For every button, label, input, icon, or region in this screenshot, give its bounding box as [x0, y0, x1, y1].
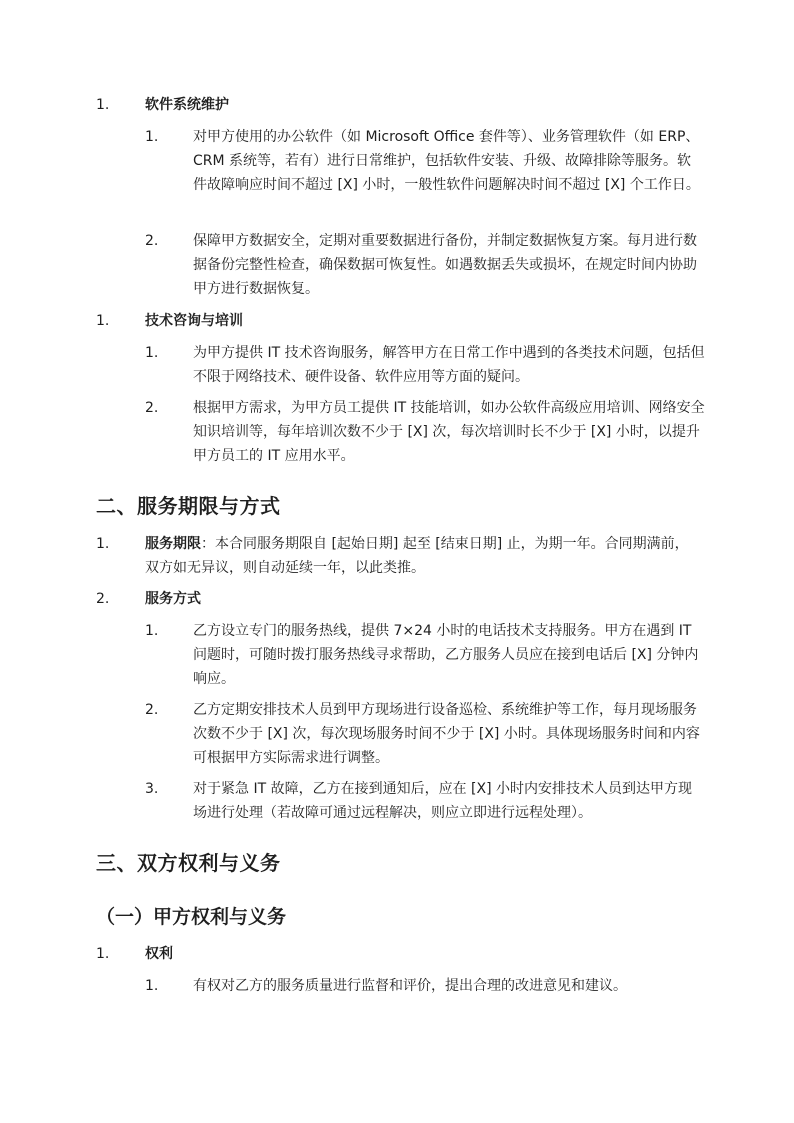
paragraph: 为甲方提供 IT 技术咨询服务，解答甲方在日常工作中遇到的各类技术问题，包括但不限于网络技术、硬件设备、软件应用等方面的疑问。: [193, 345, 705, 385]
paragraph: 乙方设立专门的服务热线，提供 7×24 小时的电话技术支持服务。甲方在遇到 IT 问题时，可随时拨打服务热线寻求帮助，乙方服务人员应在接到电话后 [X] 分钟内响应。: [193, 623, 699, 687]
list-number: 2.: [145, 400, 159, 416]
list-number: 1.: [145, 129, 159, 145]
list-item-service-method: [96, 588, 700, 612]
list-item: [145, 975, 705, 999]
list-number: 2.: [96, 591, 110, 607]
list-item: [145, 778, 705, 826]
list-number: 1.: [96, 536, 110, 552]
paragraph: 根据甲方需求，为甲方员工提供 IT 技能培训，如办公软件高级应用培训、网络安全知识培训等，每年培训次数不少于 [X] 次，每次培训时长不少于 [X] 小时，以提升甲方员工的 IT 应用水平。: [193, 400, 705, 464]
paragraph: 乙方定期安排技术人员到甲方现场进行设备巡检、系统维护等工作，每月现场服务次数不少于 [X] 次，每次现场服务时间不少于 [X] 小时。具体现场服务时间和内容可根据甲方实际需求进行调整。: [193, 702, 700, 766]
list-item: [145, 620, 705, 691]
paragraph: 有权对乙方的服务质量进行监督和评价，提出合理的改进意见和建议。: [193, 978, 627, 994]
paragraph: 保障甲方数据安全，定期对重要数据进行备份，并制定数据恢复方案。每月进行数据备份完整性检查，确保数据可恢复性。如遇数据丢失或损坏，在规定时间内协助甲方进行数据恢复。: [193, 233, 697, 297]
heading-service-term: 二、服务期限与方式: [96, 494, 281, 518]
section-title: 软件系统维护: [145, 97, 229, 113]
list-number: 2.: [145, 233, 159, 249]
list-number: 1.: [96, 313, 110, 329]
list-number: 1.: [96, 97, 110, 113]
list-number: 3.: [145, 781, 159, 797]
heading-rights-obligations: 三、双方权利与义务: [96, 851, 281, 875]
section-title: 服务方式: [145, 591, 201, 607]
paragraph: [145, 533, 700, 580]
list-number: 1.: [145, 345, 159, 361]
list-number: 1.: [145, 623, 159, 639]
term-label: 服务期限: [145, 536, 201, 552]
list-item: [145, 342, 705, 390]
section-title: 技术咨询与培训: [145, 313, 243, 329]
paragraph: 对于紧急 IT 故障，乙方在接到通知后，应在 [X] 小时内安排技术人员到达甲方现场进行处理（若故障可通过远程解决，则应立即进行远程处理）。: [193, 781, 692, 821]
list-item-consulting-training: [96, 310, 700, 334]
term-text: ：本合同服务期限自 [起始日期] 起至 [结束日期] 止，为期一年。合同期满前，双方如无异议，则自动延续一年，以此类推。: [145, 536, 689, 576]
list-item: [145, 699, 705, 770]
section-title: 权利: [145, 946, 173, 962]
list-item: [145, 230, 705, 301]
list-number: 1.: [96, 946, 110, 962]
list-number: 1.: [145, 978, 159, 994]
list-item: [145, 126, 705, 197]
list-item-service-term: [96, 533, 700, 580]
list-number: 2.: [145, 702, 159, 718]
list-item-rights: [96, 943, 700, 967]
list-item: [145, 397, 705, 468]
list-item-software-maintenance: [96, 94, 700, 118]
heading-party-a: （一）甲方权利与义务: [96, 906, 287, 928]
paragraph: 对甲方使用的办公软件（如 Microsoft Office 套件等）、业务管理软件（如 ERP、CRM 系统等，若有）进行日常维护，包括软件安装、升级、故障排除等服务。软件故障响应时间不超过 [X] 小时，一般性软件问题解决时间不超过 [X] 个工作日。: [193, 129, 700, 193]
